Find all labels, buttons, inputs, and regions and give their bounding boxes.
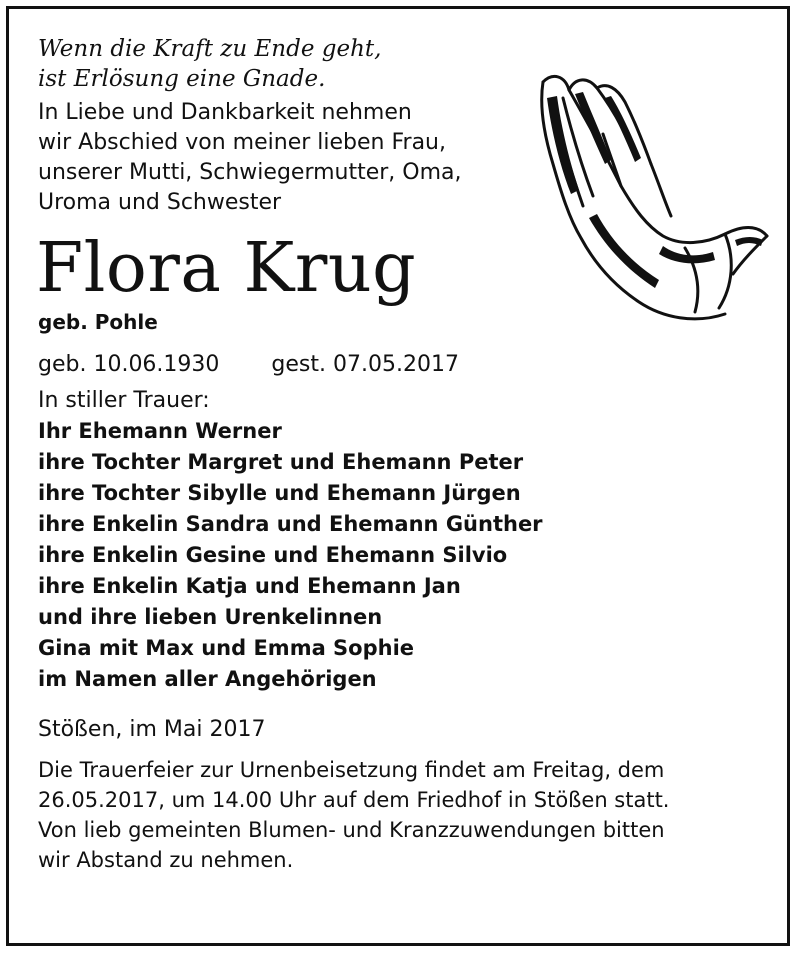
- intro-line: In Liebe und Dankbarkeit nehmen: [38, 100, 412, 125]
- motto-line: Wenn die Kraft zu Ende geht,: [38, 36, 382, 62]
- motto: [38, 34, 800, 94]
- intro-line: wir Abschied von meiner lieben Frau,: [38, 130, 446, 155]
- funeral-line: 26.05.2017, um 14.00 Uhr auf dem Friedhof in Stößen statt.: [38, 788, 670, 812]
- mourner-entry: und ihre lieben Urenkelinnen: [38, 605, 383, 629]
- funeral-line: Von lieb gemeinten Blumen- und Kranzzuwendungen bitten: [38, 818, 665, 842]
- life-dates: [38, 350, 800, 380]
- mourners-list: [38, 416, 800, 695]
- mourner-entry: ihre Enkelin Sandra und Ehemann Günther: [38, 512, 543, 536]
- mourner-entry: ihre Enkelin Gesine und Ehemann Silvio: [38, 543, 508, 567]
- mourner-entry: ihre Tochter Sibylle und Ehemann Jürgen: [38, 481, 521, 505]
- obituary-content: [38, 34, 800, 875]
- motto-line: ist Erlösung eine Gnade.: [38, 66, 326, 92]
- death-date: gest. 07.05.2017: [271, 352, 459, 377]
- deceased-name: Flora Krug: [36, 229, 417, 308]
- funeral-line: Die Trauerfeier zur Urnenbeisetzung findet am Freitag, dem: [38, 758, 665, 782]
- mourner-entry: Gina mit Max und Emma Sophie: [38, 636, 415, 660]
- mourning-intro: In stiller Trauer:: [38, 388, 210, 413]
- mourner-entry: im Namen aller Angehörigen: [38, 667, 377, 691]
- intro-line: Uroma und Schwester: [38, 190, 282, 215]
- mourner-entry: Ihr Ehemann Werner: [38, 419, 282, 443]
- mourner-entry: ihre Enkelin Katja und Ehemann Jan: [38, 574, 461, 598]
- intro-line: unserer Mutti, Schwiegermutter, Oma,: [38, 160, 462, 185]
- funeral-line: wir Abstand zu nehmen.: [38, 848, 294, 872]
- funeral-notice: [38, 755, 778, 875]
- maiden-name: geb. Pohle: [38, 310, 158, 334]
- birth-date: geb. 10.06.1930: [38, 352, 220, 377]
- mourner-entry: ihre Tochter Margret und Ehemann Peter: [38, 450, 524, 474]
- intro-text: [38, 98, 800, 218]
- place-date: Stößen, im Mai 2017: [38, 717, 266, 742]
